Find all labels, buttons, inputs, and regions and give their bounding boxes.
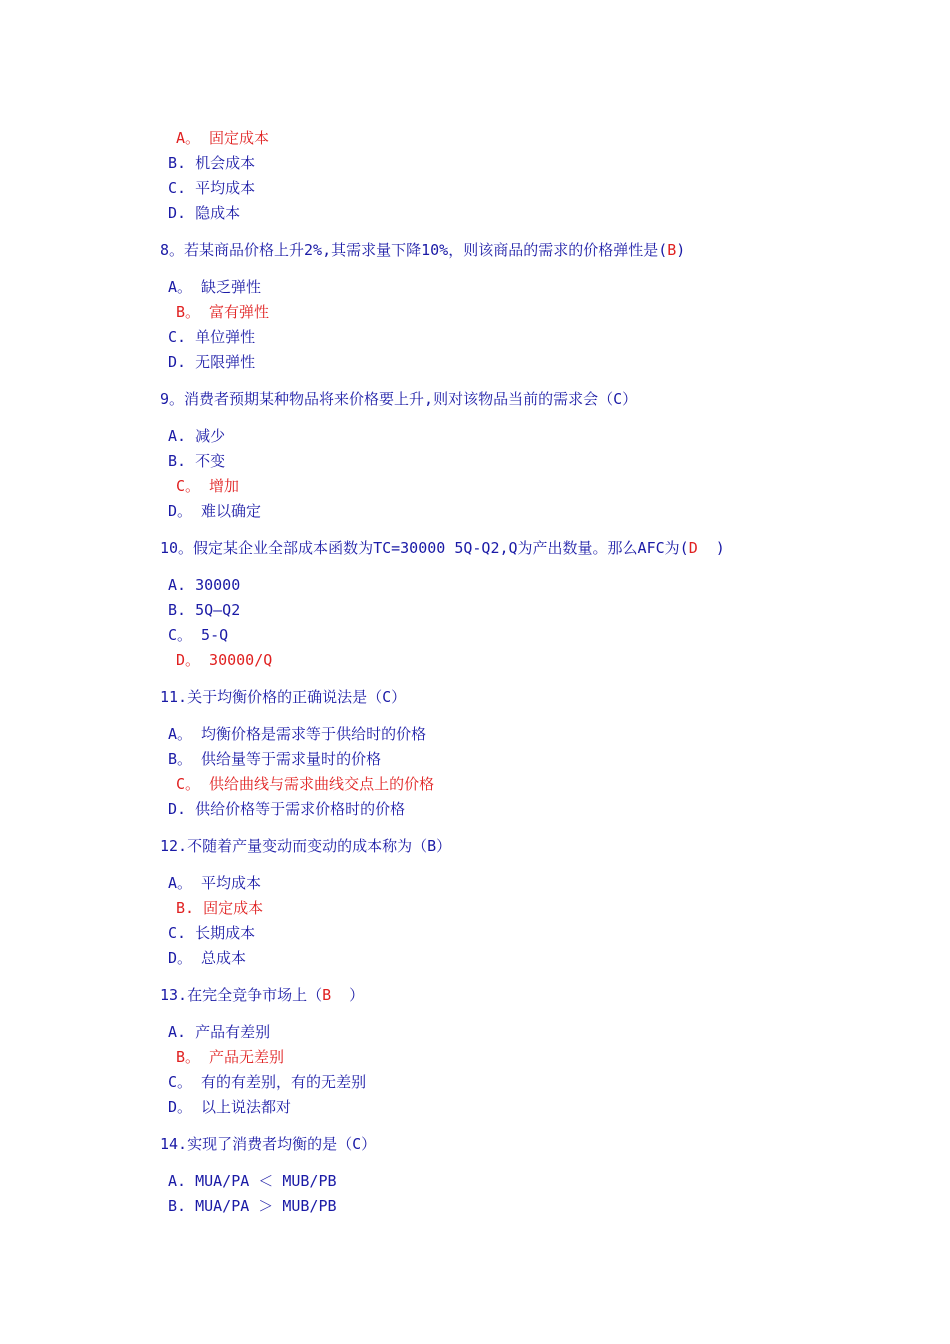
- question-stem: 12.不随着产量变动而变动的成本称为（B）: [160, 837, 452, 855]
- option-c: C。 有的有差别，有的无差别: [168, 1073, 367, 1091]
- question-stem: 8。若某商品价格上升2%,其需求量下降10%，则该商品的需求的价格弹性是(: [160, 241, 668, 259]
- question-stem: 10。假定某企业全部成本函数为TC=30000 5Q-Q2,Q为产出数量。那么AFC为(: [160, 539, 689, 557]
- option-a: A. MUA/PA ＜ MUB/PB: [168, 1172, 337, 1190]
- option-d: D。 总成本: [168, 949, 247, 967]
- option-d: D。 30000/Q: [176, 651, 273, 669]
- option-c: C. 长期成本: [168, 924, 256, 942]
- option-c: C. 平均成本: [168, 179, 256, 197]
- option-b: B. 不变: [168, 452, 226, 470]
- option-a: A。 均衡价格是需求等于供给时的价格: [168, 725, 427, 743]
- option-d: D. 供给价格等于需求价格时的价格: [168, 800, 406, 818]
- option-a: A。 平均成本: [168, 874, 262, 892]
- option-c: C。 增加: [176, 477, 240, 495]
- option-b: B. 机会成本: [168, 154, 256, 172]
- question-stem: 14.实现了消费者均衡的是（C）: [160, 1135, 377, 1153]
- option-b: B。 产品无差别: [176, 1048, 285, 1066]
- option-b: B. MUA/PA ＞ MUB/PB: [168, 1197, 337, 1215]
- option-b: B。 供给量等于需求量时的价格: [168, 750, 382, 768]
- question-text: [160, 687, 406, 707]
- option-a: A. 产品有差别: [168, 1023, 271, 1041]
- option-b: B. 5Q—Q2: [168, 601, 241, 619]
- question-text: [160, 240, 685, 260]
- question-stem: 11.关于均衡价格的正确说法是（C）: [160, 688, 407, 706]
- option-c: C。 5-Q: [168, 626, 229, 644]
- answer-letter: D: [688, 539, 698, 557]
- option-d: D。 难以确定: [168, 502, 262, 520]
- answer-letter: B: [667, 241, 677, 259]
- question-text: [160, 389, 637, 409]
- option-a: A。 缺乏弹性: [168, 278, 262, 296]
- question-text: [160, 836, 451, 856]
- question-close-paren: ): [676, 241, 686, 259]
- question-stem: 13.在完全竞争市场上（: [160, 986, 323, 1004]
- option-b: B. 固定成本: [176, 899, 264, 917]
- question-stem: 9。消费者预期某种物品将来价格要上升,则对该物品当前的需求会（C）: [160, 390, 638, 408]
- question-text: [160, 1134, 376, 1154]
- option-d: D。 以上说法都对: [168, 1098, 292, 1116]
- option-a: A. 30000: [168, 576, 241, 594]
- question-close-paren: ): [697, 539, 725, 557]
- answer-letter: B: [322, 986, 332, 1004]
- option-c: C. 单位弹性: [168, 328, 256, 346]
- option-b: B。 富有弹性: [176, 303, 270, 321]
- question-text: [160, 538, 725, 558]
- question-close-paren: ）: [331, 986, 365, 1004]
- option-a: A。 固定成本: [176, 129, 270, 147]
- option-d: D. 无限弹性: [168, 353, 256, 371]
- option-a: A. 减少: [168, 427, 226, 445]
- option-d: D. 隐成本: [168, 204, 241, 222]
- question-text: [160, 985, 364, 1005]
- option-c: C。 供给曲线与需求曲线交点上的价格: [176, 775, 435, 793]
